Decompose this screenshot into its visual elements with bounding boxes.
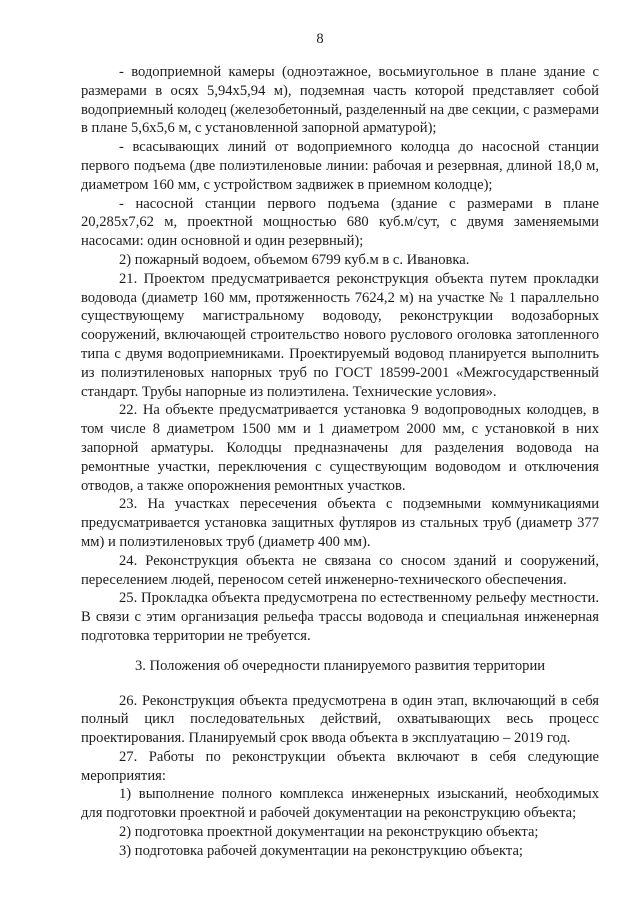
paragraph-26: 26. Реконструкция объекта предусмотрена в один этап, включающий в себя полный цикл последовательных действий, охватывающих весь процесс проектирования. Планируемый срок ввода объекта в эксплуатацию – 2019 год. — [81, 692, 599, 747]
list-item-3: 3) подготовка рабочей документации на реконструкцию объекта; — [119, 842, 523, 859]
paragraph-23: 23. На участках пересечения объекта с подземными коммуникациями предусматривается установка защитных футляров из стальных труб (диаметр 377 мм) и полиэтиленовых труб (диаметр 400 мм). — [81, 496, 599, 550]
paragraph-suction-lines: - всасывающих линий от водоприемного колодца до насосной станции первого подъема (две полиэтиленовые линии: рабочая и резервная, длиной 18,0 м, диаметром 160 мм, с устройством задвижек в приемном колодце); — [81, 139, 599, 193]
section-heading: 3. Положения об очередности планируемого развития территории — [134, 657, 546, 674]
list-item-1: 1) выполнение полного комплекса инженерных изысканий, необходимых для подготовки проектной и рабочей документации на реконструкцию объекта; — [81, 786, 599, 822]
document-body — [81, 63, 599, 861]
paragraph-22: 22. На объекте предусматривается установка 9 водопроводных колодцев, в том числе 8 диаметром 1500 мм и 1 диаметром 2000 мм, с установкой в них запорной арматуры. Колодцы предназначены для разделения водовода на ремонтные участки, переключения с существующим водоводом и отключения отводов, а также опорожнения ремонтных участков. — [81, 402, 599, 494]
paragraph-25: 25. Прокладка объекта предусмотрена по естественному рельефу местности. В связи с этим организация рельефа трассы водовода и специальная инженерная подготовка территории не требуется. — [81, 590, 599, 644]
paragraph-intake-chamber: - водоприемной камеры (одноэтажное, восьмиугольное в плане здание с размерами в осях 5,94х5,94 м), подземная часть которой представляет собой водоприемный колодец (железобетонный, разделенный на две секции, с размерами в плане 5,6х5,6 м, с установленной запорной арматурой); — [81, 64, 599, 137]
paragraph-24: 24. Реконструкция объекта не связана со сносом зданий и сооружений, переселением людей, переносом сетей инженерно-технического обеспечения. — [81, 552, 599, 588]
list-item-2: 2) подготовка проектной документации на реконструкцию объекта; — [119, 824, 539, 841]
paragraph-pump-station: - насосной станции первого подъема (здание с размерами в плане 20,285х7,62 м, проектной мощностью 680 куб.м/сут, с двумя заменяемыми насосами: один основной и один резервный); — [81, 195, 599, 250]
paragraph-fire-reservoir: 2) пожарный водоем, объемом 6799 куб.м в с. Ивановка. — [119, 251, 470, 268]
paragraph-21: 21. Проектом предусматривается реконструкция объекта путем прокладки водовода (диаметр 160 мм, протяженность 7624,2 м) на участке № 1 параллельно существующему магистральному водоводу, реконструкции водозаборных сооружений, включающей строительство нового руслового оголовка затопленного типа с двумя водоприемниками. Проектируемый водовод планируется выполнить из полиэтиленовых напорных труб по ГОСТ 18599-2001 «Межгосударственный стандарт. Трубы напорные из полиэтилена. Технические условия». — [81, 270, 599, 400]
paragraph-27: 27. Работы по реконструкции объекта включают в себя следующие мероприятия: — [81, 748, 599, 784]
page-number: 8 — [316, 31, 324, 47]
